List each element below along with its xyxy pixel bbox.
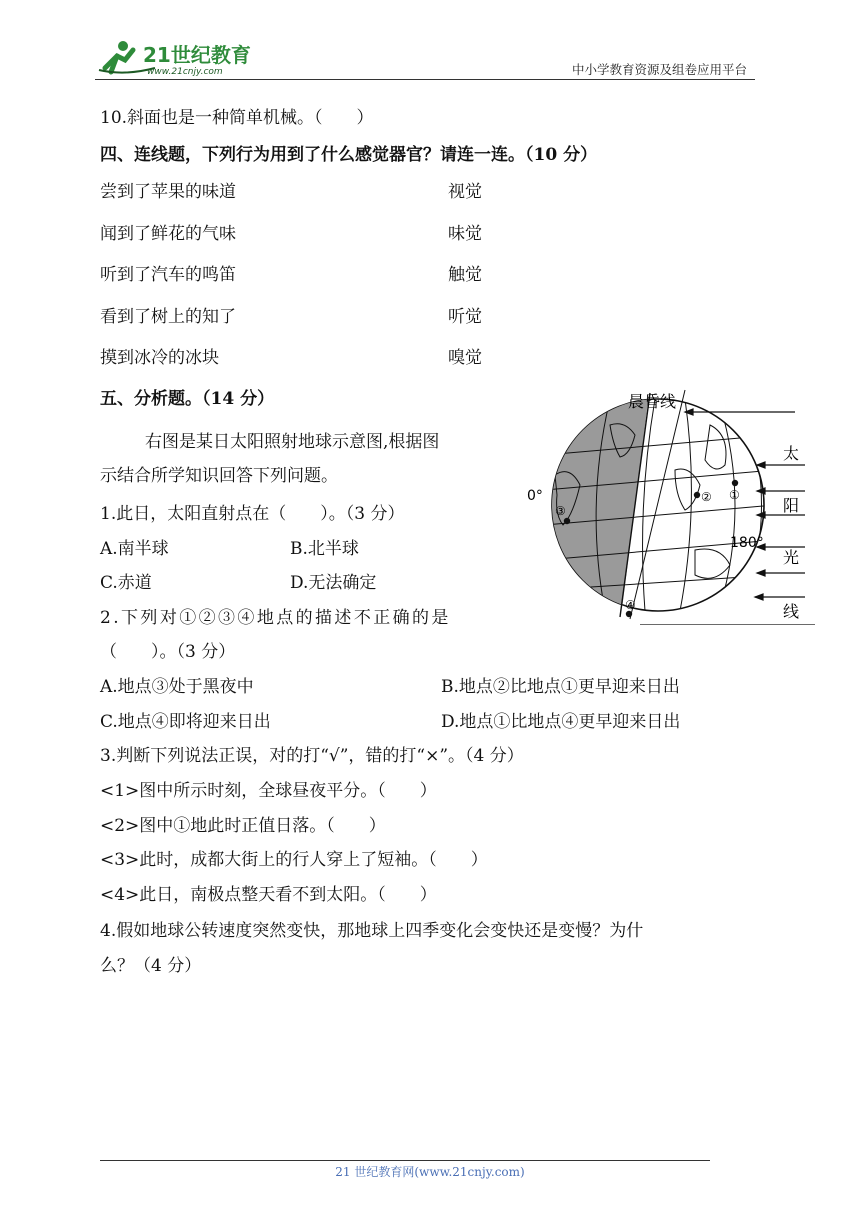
sun-label-3: 光	[783, 548, 800, 567]
point-2-dot	[694, 492, 700, 498]
q2-option-c: C.地点④即将迎来日出	[100, 712, 271, 732]
q3-item-2: <2>图中①地此时正值日落。（ ）	[100, 816, 386, 836]
point-3-dot	[564, 518, 570, 524]
question-3: 3.判断下列说法正误，对的打“√”，错的打“×”。（4 分）	[100, 746, 524, 766]
runner-logo-icon	[95, 38, 265, 78]
section-4-title: 四、连线题，下列行为用到了什么感觉器官？请连一连。（10 分）	[100, 145, 598, 165]
sun-label-4: 线	[783, 602, 800, 621]
footer-text: 21 世纪教育网(www.21cnjy.com)	[335, 1165, 525, 1179]
q3-item-4: <4>此日，南极点整天看不到太阳。（ ）	[100, 885, 437, 905]
footer-divider	[100, 1160, 710, 1161]
question-1: 1.此日，太阳直射点在（ ）。（3 分）	[100, 504, 405, 524]
match-left-1: 尝到了苹果的味道	[100, 182, 236, 202]
match-right-4: 听觉	[448, 307, 482, 327]
label-180-degree: 180°	[730, 535, 764, 551]
question-2-line2: （ ）。（3 分）	[100, 642, 236, 662]
point-1-label: ①	[729, 488, 740, 502]
point-1-dot	[732, 480, 738, 486]
q3-item-3: <3>此时，成都大街上的行人穿上了短袖。（ ）	[100, 850, 488, 870]
match-left-3: 听到了汽车的鸣笛	[100, 265, 236, 285]
point-4-label: ④	[625, 598, 636, 612]
q1-option-d: D.无法确定	[290, 573, 377, 593]
question-4-line2: 么？（4 分）	[100, 956, 202, 976]
match-left-4: 看到了树上的知了	[100, 307, 236, 327]
point-3-label: ③	[555, 504, 566, 518]
sunlight-globe-figure	[525, 385, 815, 625]
match-right-5: 嗅觉	[448, 348, 482, 368]
match-left-2: 闻到了鲜花的气味	[100, 224, 236, 244]
sun-label-1: 太	[783, 444, 800, 463]
section-5-title: 五、分析题。（14 分）	[100, 389, 275, 409]
match-right-2: 味觉	[448, 224, 482, 244]
header-divider	[95, 79, 755, 80]
q2-option-d: D.地点①比地点④更早迎来日出	[441, 712, 681, 732]
question-4-line1: 4.假如地球公转速度突然变快，那地球上四季变化会变快还是变慢？为什	[100, 921, 644, 941]
label-0-degree: 0°	[527, 488, 543, 504]
q1-option-c: C.赤道	[100, 573, 152, 593]
match-right-3: 触觉	[448, 265, 482, 285]
sun-label-2: 阳	[783, 496, 800, 515]
logo-text: 21世纪教育	[143, 43, 251, 67]
site-logo	[95, 38, 265, 78]
terminator-label: 晨昏线	[628, 392, 677, 411]
intro-line-2: 示结合所学知识回答下列问题。	[100, 466, 338, 486]
q3-item-1: <1>图中所示时刻，全球昼夜平分。（ ）	[100, 781, 437, 801]
q1-option-a: A.南半球	[100, 539, 169, 559]
question-10: 10.斜面也是一种简单机械。（ ）	[100, 108, 374, 128]
intro-line-1: 右图是某日太阳照射地球示意图,根据图	[145, 432, 440, 452]
q2-option-a: A.地点③处于黑夜中	[100, 677, 254, 697]
point-2-label: ②	[701, 490, 712, 504]
match-left-5: 摸到冰冷的冰块	[100, 348, 219, 368]
q1-option-b: B.北半球	[290, 539, 359, 559]
header-tagline: 中小学教育资源及组卷应用平台	[572, 62, 748, 77]
match-right-1: 视觉	[448, 182, 482, 202]
q2-option-b: B.地点②比地点①更早迎来日出	[441, 677, 680, 697]
logo-url: www.21cnjy.com	[147, 67, 223, 77]
question-2-line1: 2.下列对①②③④地点的描述不正确的是	[100, 608, 451, 628]
